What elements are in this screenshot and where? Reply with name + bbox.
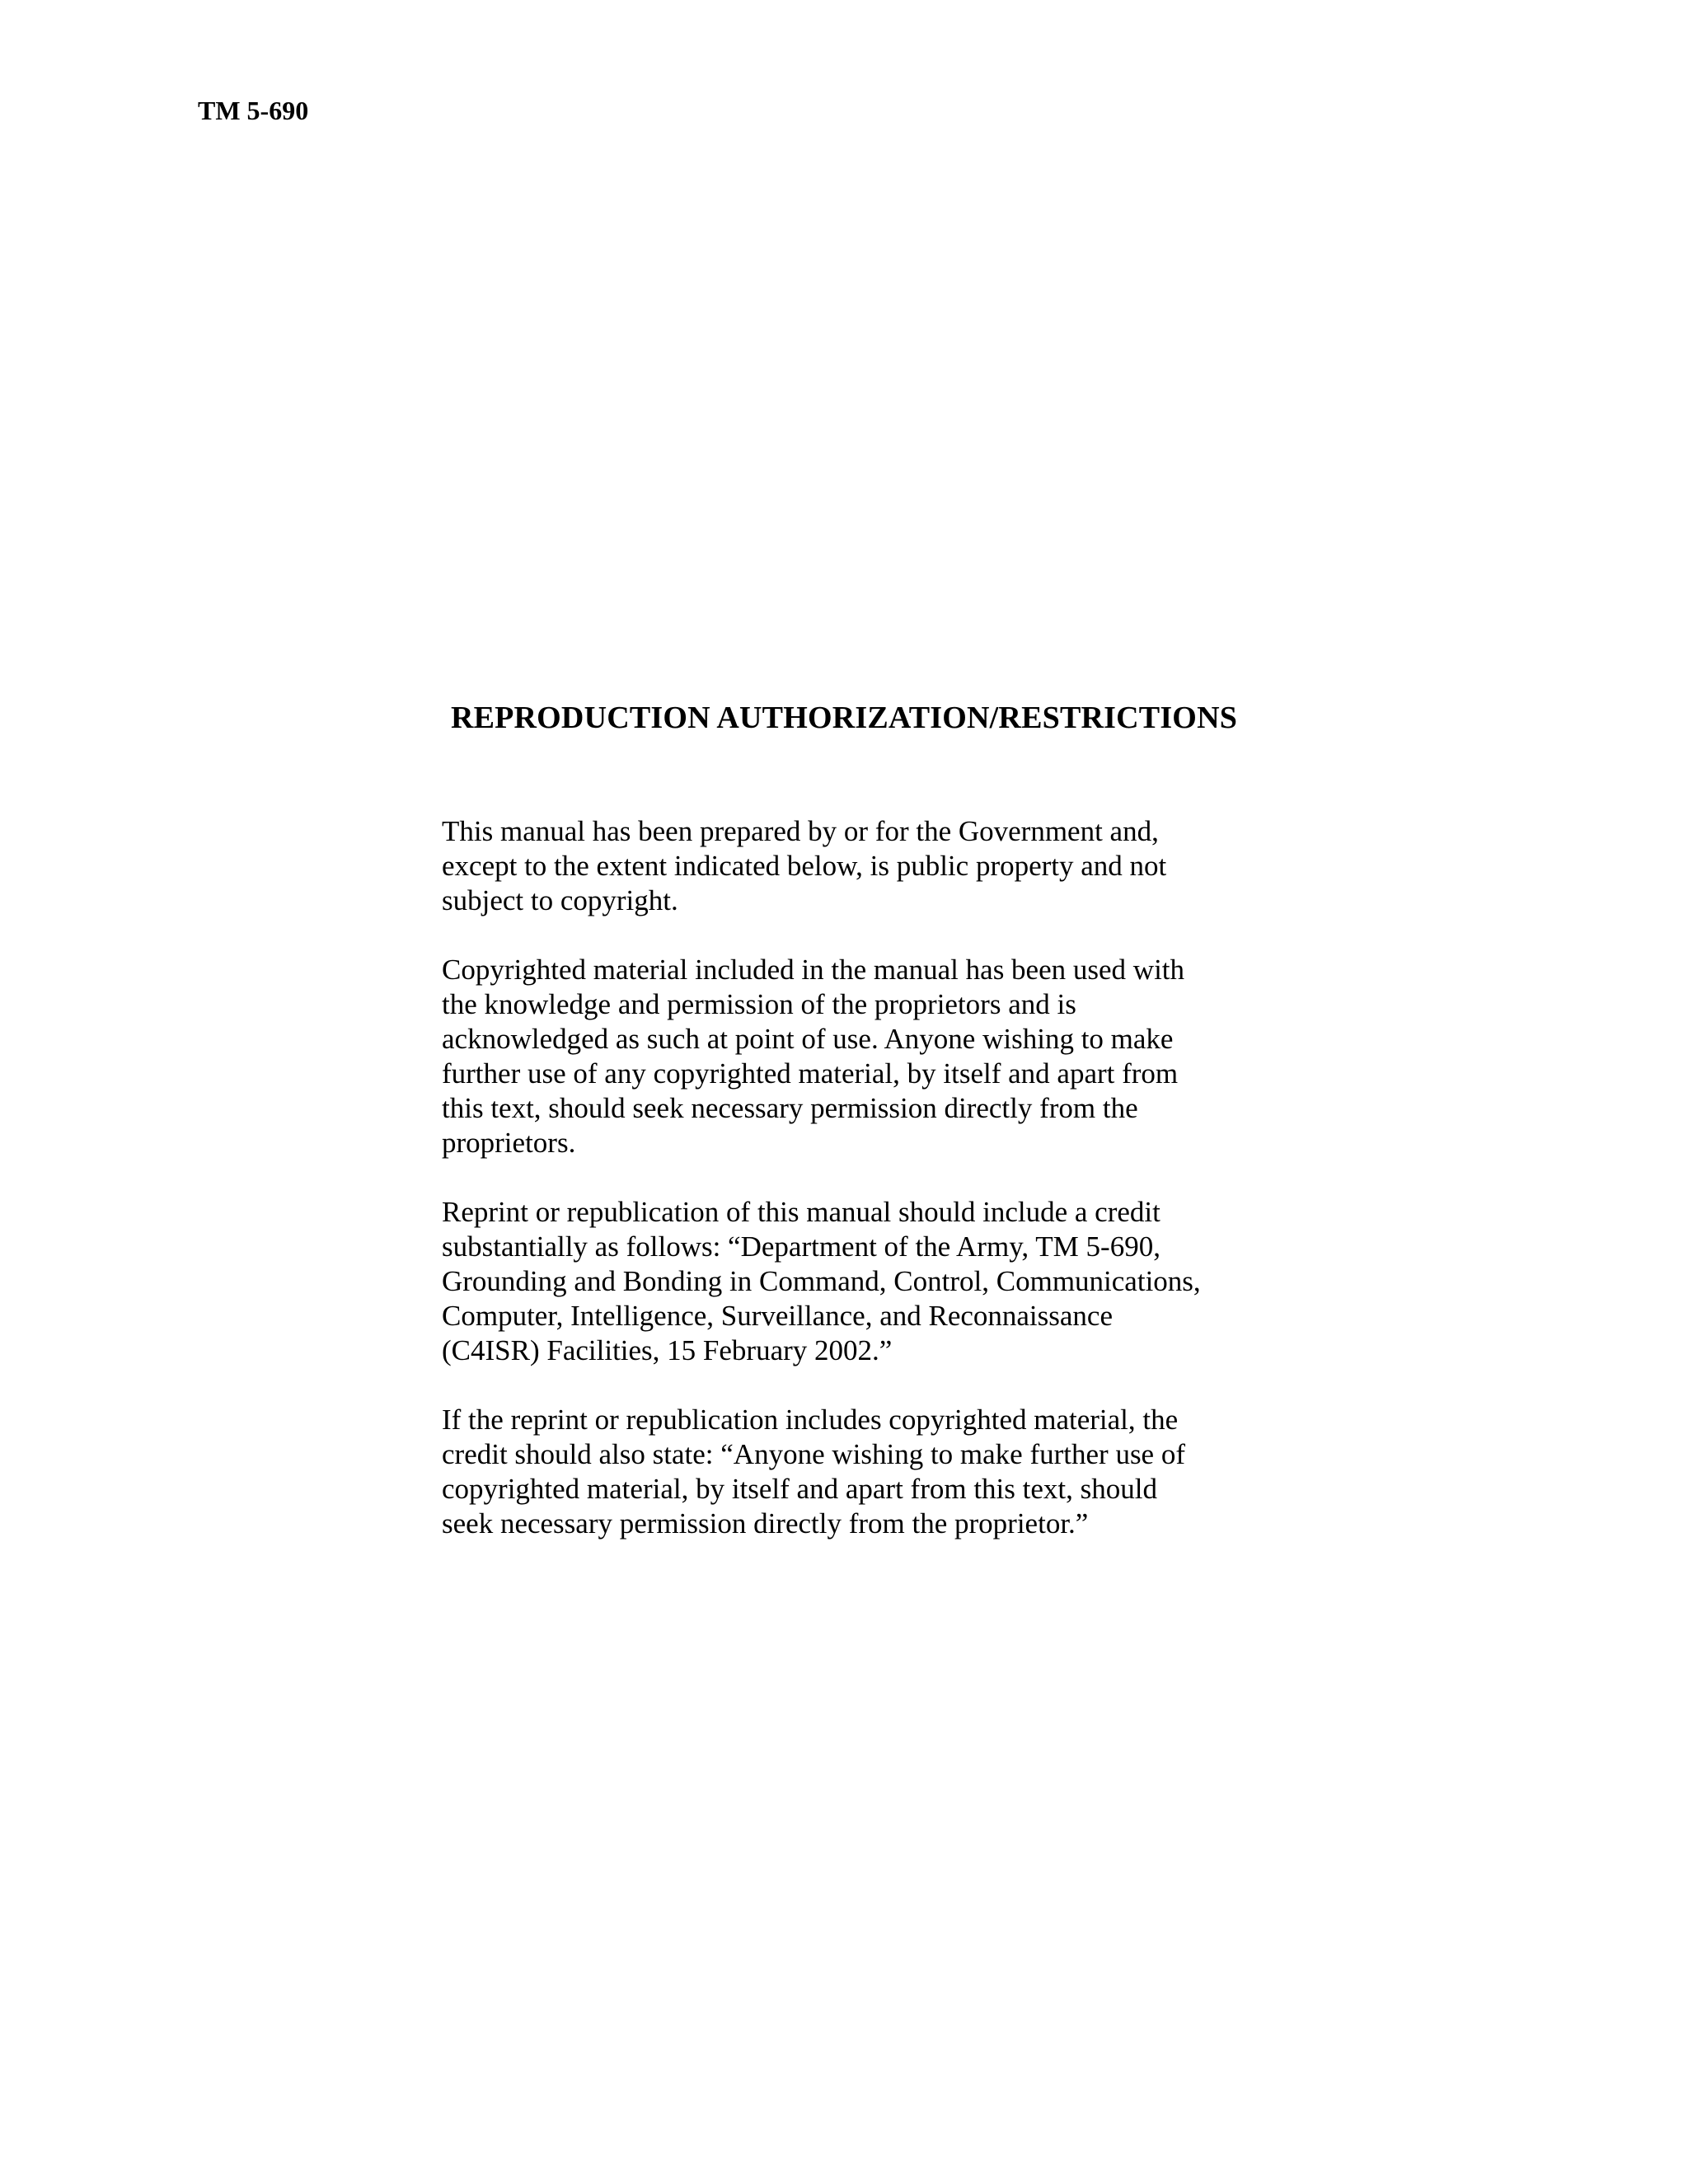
text-line: proprietors. [442,1127,576,1159]
text-line: This manual has been prepared by or for the Government and, [442,815,1159,847]
text-line: except to the extent indicated below, is public property and not [442,850,1167,882]
page-title: REPRODUCTION AUTHORIZATION/RESTRICTIONS [450,701,1238,735]
text-line: substantially as follows: “Department of the Army, TM 5-690, [442,1230,1160,1263]
text-line: Computer, Intelligence, Surveillance, and Reconnaissance [442,1300,1114,1332]
text-line: subject to copyright. [442,884,678,916]
paragraph-public-property [442,814,1274,918]
text-line: (C4ISR) Facilities, 15 February 2002.” [442,1334,893,1366]
text-line: acknowledged as such at point of use. Anyone wishing to make [442,1023,1174,1055]
paragraph-reprint-credit [442,1195,1274,1368]
text-line: further use of any copyrighted material, by itself and apart from [442,1057,1179,1090]
text-line: copyrighted material, by itself and apart from this text, should [442,1473,1157,1505]
text-line: seek necessary permission directly from the proprietor.” [442,1507,1089,1540]
text-line: the knowledge and permission of the proprietors and is [442,988,1076,1020]
paragraph-copyright-credit [442,1403,1274,1541]
paragraph-copyrighted-material [442,953,1274,1160]
document-id: TM 5-690 [198,96,309,125]
text-line: Reprint or republication of this manual should include a credit [442,1196,1160,1228]
text-line: this text, should seek necessary permission directly from the [442,1092,1138,1124]
body-text [442,814,1274,1576]
text-line: Copyrighted material included in the manual has been used with [442,954,1185,986]
text-line: Grounding and Bonding in Command, Control, Communications, [442,1265,1201,1297]
text-line: credit should also state: “Anyone wishing to make further use of [442,1438,1186,1470]
text-line: If the reprint or republication includes copyrighted material, the [442,1404,1179,1436]
